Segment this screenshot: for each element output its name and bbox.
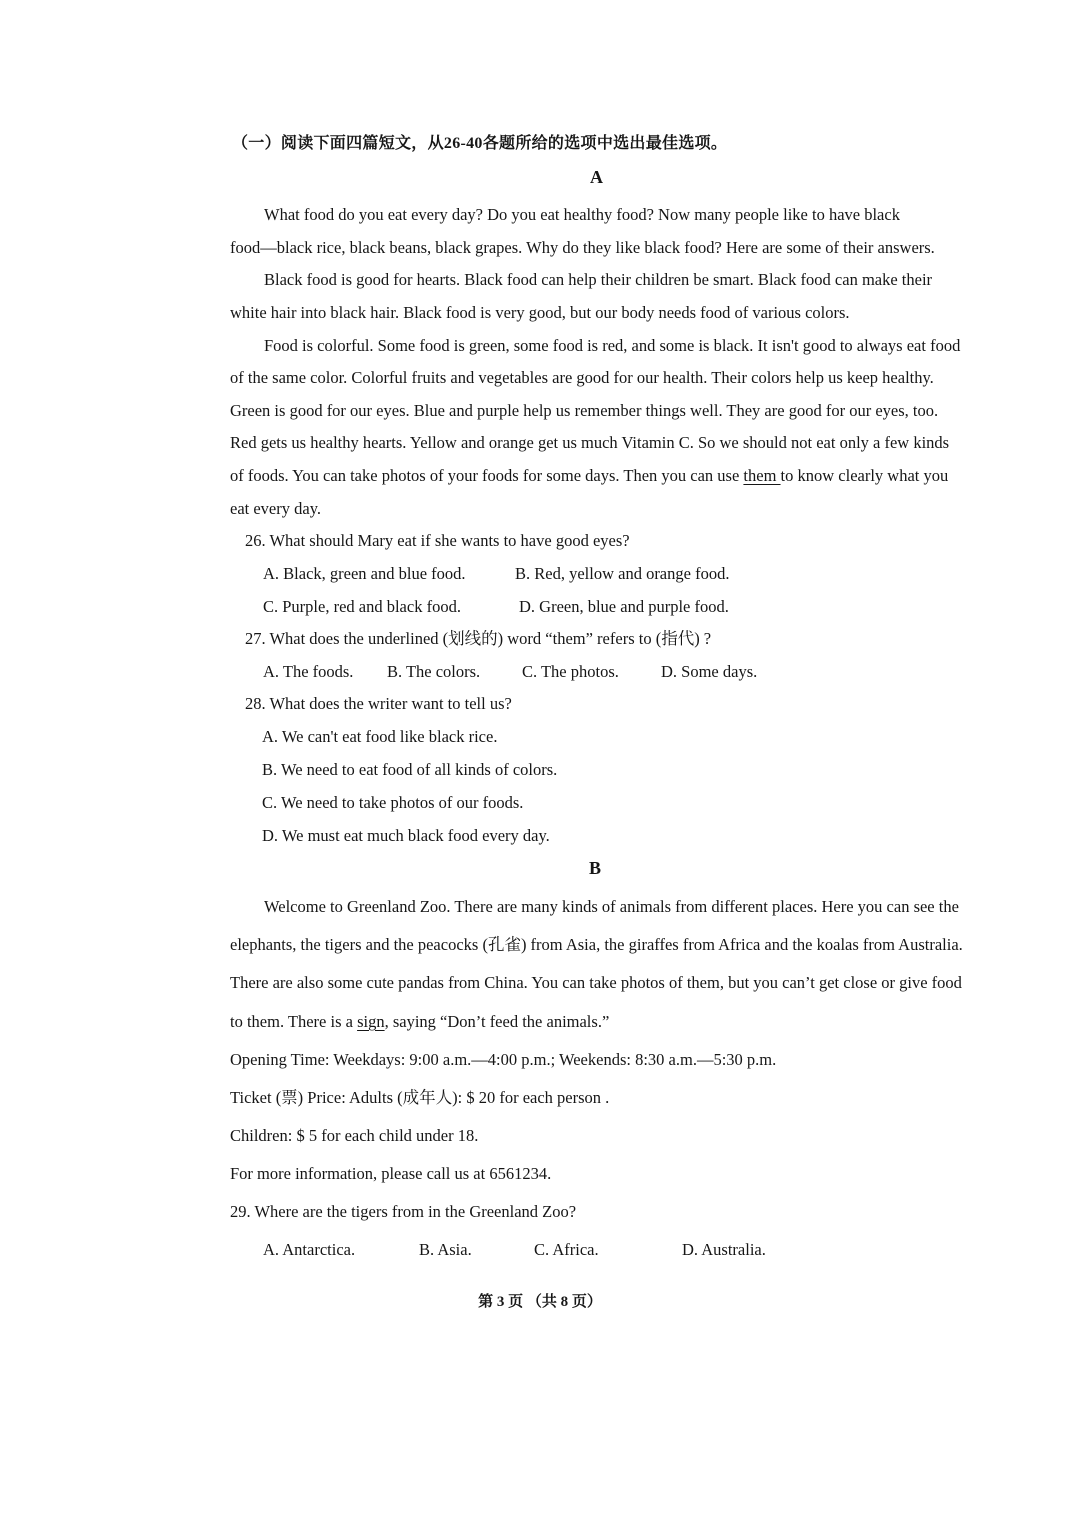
question-28-option-c: C. We need to take photos of our foods.: [262, 793, 524, 812]
passage-a-line: Food is colorful. Some food is green, some food is red, and some is black. It isn't good to always eat food: [264, 336, 961, 355]
question-28-option-d: D. We must eat much black food every day.: [262, 826, 550, 845]
opening-time: Opening Time: Weekdays: 9:00 a.m.—4:00 p.m.; Weekends: 8:30 a.m.—5:30 p.m.: [230, 1050, 777, 1069]
question-29-stem: 29. Where are the tigers from in the Greenland Zoo?: [230, 1202, 577, 1221]
question-27-option-d: D. Some days.: [661, 662, 758, 681]
page-number: 第 3 页 （共 8 页）: [478, 1294, 602, 1310]
question-26-option-b: B. Red, yellow and orange food.: [515, 564, 730, 583]
passage-a-line: eat every day.: [230, 499, 321, 518]
question-26-option-c: C. Purple, red and black food.: [263, 597, 461, 616]
question-26-option-d: D. Green, blue and purple food.: [519, 597, 729, 616]
passage-b-line: There are also some cute pandas from China. You can take photos of them, but you can’t get close or give food: [230, 973, 962, 992]
passage-b-line: elephants, the tigers and the peacocks (孔雀) from Asia, the giraffes from Africa and the koalas from Australia.: [230, 935, 963, 954]
question-27-stem: 27. What does the underlined (划线的) word “them” refers to (指代) ?: [245, 629, 712, 648]
passage-a-line: of the same color. Colorful fruits and vegetables are good for our health. Their colors help us keep healthy.: [230, 368, 934, 387]
question-29-option-c: C. Africa.: [534, 1240, 599, 1259]
question-26-option-a: A. Black, green and blue food.: [263, 564, 466, 583]
question-27-option-c: C. The photos.: [522, 662, 619, 681]
passage-b-text: to them. There is a: [230, 1012, 358, 1031]
question-26-stem: 26. What should Mary eat if she wants to have good eyes?: [245, 531, 630, 550]
passage-a-text: to know clearly what you: [780, 466, 949, 485]
question-27-option-b: B. The colors.: [387, 662, 481, 681]
passage-a-line: Green is good for our eyes. Blue and purple help us remember things well. They are good for our eyes, too.: [230, 401, 939, 420]
question-29-option-d: D. Australia.: [682, 1240, 766, 1259]
question-29-option-a: A. Antarctica.: [263, 1240, 356, 1259]
question-29-option-b: B. Asia.: [419, 1240, 472, 1259]
passage-a-text: of foods. You can take photos of your foods for some days. Then you can use: [230, 466, 744, 485]
passage-b-line: Welcome to Greenland Zoo. There are many kinds of animals from different places. Here you can see the: [264, 897, 959, 916]
passage-b-line: [230, 1012, 609, 1032]
passage-a-line: What food do you eat every day? Do you eat healthy food? Now many people like to have black: [264, 205, 900, 224]
passage-a-line: white hair into black hair. Black food is very good, but our body needs food of various colors.: [230, 303, 850, 322]
passage-a-line: Black food is good for hearts. Black food can help their children be smart. Black food can make their: [264, 270, 933, 289]
underlined-word-them: them: [743, 466, 781, 485]
passage-b-label: B: [589, 858, 602, 878]
question-28-stem: 28. What does the writer want to tell us?: [245, 694, 512, 713]
question-27-option-a: A. The foods.: [263, 662, 354, 681]
question-28-option-b: B. We need to eat food of all kinds of colors.: [262, 760, 558, 779]
passage-a-line: Red gets us healthy hearts. Yellow and orange get us much Vitamin C. So we should not eat only a few kinds: [230, 433, 950, 452]
question-28-option-a: A. We can't eat food like black rice.: [262, 727, 498, 746]
passage-a-label: A: [590, 167, 603, 187]
passage-a-line: [230, 466, 948, 486]
underlined-word-sign: sign: [357, 1012, 385, 1031]
children-price: Children: $ 5 for each child under 18.: [230, 1126, 479, 1145]
passage-b-text: , saying “Don’t feed the animals.”: [384, 1012, 610, 1031]
ticket-price: Ticket (票) Price: Adults (成年人): $ 20 for each person .: [230, 1088, 610, 1107]
section-instruction: （一）阅读下面四篇短文，从26-40各题所给的选项中选出最佳选项。: [232, 135, 728, 152]
passage-a-line: food—black rice, black beans, black grapes. Why do they like black food? Here are some of their answers.: [230, 238, 935, 257]
contact-info: For more information, please call us at 6561234.: [230, 1164, 552, 1183]
